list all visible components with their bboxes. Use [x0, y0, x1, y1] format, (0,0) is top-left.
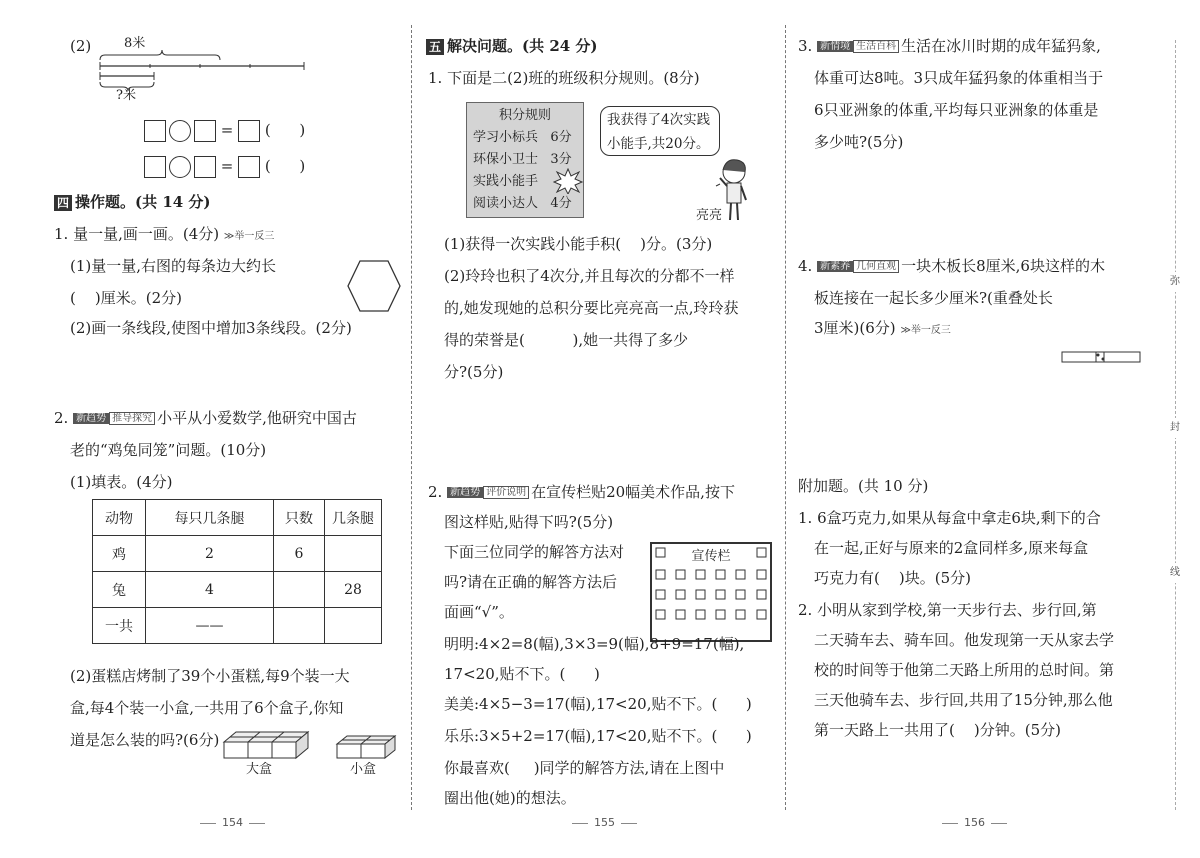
table-cell: 兔	[93, 572, 146, 608]
section-number: 四	[54, 195, 72, 211]
page-number	[936, 816, 1013, 829]
table-cell: 2	[146, 536, 274, 572]
q2-text-4: 吗?请在正确的解答方法后	[444, 573, 618, 591]
section-number: 五	[426, 39, 444, 55]
extra-section-title: 附加题。(共 10 分)	[798, 477, 929, 495]
plank-diagram	[1060, 348, 1142, 366]
q2-part2-line1: (2)蛋糕店烤制了39个小蛋糕,每9个装一大	[70, 667, 350, 685]
speech-bubble	[600, 106, 720, 156]
q2-text-5: 面画“√”。	[444, 603, 514, 621]
table-header: 每只几条腿	[146, 500, 274, 536]
table-cell: 6	[274, 536, 325, 572]
section-title: 解决问题。(共 24 分)	[447, 37, 598, 55]
extra-q2-line-4: 三天他骑车去、步行回,共用了15分钟,那么他	[814, 691, 1113, 709]
q1-part1: (1)获得一次实践小能手积( )分。(3分)	[444, 235, 713, 253]
q1-part1-line2: ( )厘米。(2分)	[70, 289, 183, 307]
table-row	[93, 572, 382, 608]
extra-q2-line-1: 2. 小明从家到学校,第一天步行去、步行回,第	[798, 601, 1097, 619]
operator-circle[interactable]	[169, 120, 191, 142]
page-number-text: 154	[222, 816, 243, 829]
seal-char: 线	[1170, 563, 1180, 583]
table-cell: 4	[146, 572, 274, 608]
table-cell-blank[interactable]	[325, 608, 382, 644]
seal-char: 弥	[1170, 272, 1180, 292]
q4-heading	[798, 256, 1105, 276]
q1-part1-line1: (1)量一量,右图的每条边大约长	[70, 257, 277, 275]
page-156	[796, 30, 1151, 810]
section-5-heading	[426, 36, 598, 56]
q3-tag	[817, 40, 899, 54]
tag-label: 新情境	[817, 41, 853, 52]
favorite-line-1: 你最喜欢( )同学的解答方法,请在上图中	[444, 759, 725, 777]
q4-text-3-label: 3厘米)(6分)	[814, 319, 896, 337]
q3-heading	[798, 36, 1101, 56]
table-cell-blank[interactable]	[274, 608, 325, 644]
segment-bottom-label: ?米	[116, 88, 136, 103]
q2-part1: (1)填表。(4分)	[70, 473, 173, 491]
segment-top-label: 8米	[124, 36, 146, 51]
table-cell: 一共	[93, 608, 146, 644]
tag-type: 推导探究	[109, 412, 155, 425]
favorite-line-2: 圈出他(她)的想法。	[444, 789, 576, 807]
page-number	[194, 816, 271, 829]
q3-text-3: 6只亚洲象的体重,平均每只亚洲象的体重是	[814, 101, 1099, 119]
q4-number: 4.	[798, 257, 813, 275]
chicken-rabbit-table	[92, 499, 382, 644]
q2-number: 2.	[54, 409, 69, 427]
rule-item: 学习小标兵 6分	[473, 130, 572, 145]
rule-item: 环保小卫士 3分	[473, 152, 572, 167]
q1-part2-line4: 分?(5分)	[444, 363, 504, 381]
page-number-text: 156	[964, 816, 985, 829]
q1-text: 1. 量一量,画一画。(4分)	[54, 225, 220, 243]
q1-part2: (2)画一条线段,使图中增加3条线段。(2分)	[70, 319, 352, 337]
answer-box[interactable]	[194, 120, 216, 142]
q2-text-2: 老的“鸡兔同笼”问题。(10分)	[70, 441, 267, 459]
table-cell: ——	[146, 608, 274, 644]
q4-text-2: 板连接在一起长多少厘米?(重叠处长	[814, 289, 1053, 307]
lele-answer: 乐乐:3×5+2=17(幅),17<20,贴不下。( )	[444, 727, 752, 745]
unit-blank[interactable]: ( )	[264, 121, 306, 139]
column-divider	[785, 25, 786, 810]
operator-circle[interactable]	[169, 156, 191, 178]
page-number	[566, 816, 643, 829]
burst-icon	[553, 168, 583, 194]
q4-tag	[817, 260, 899, 274]
segment-diagram	[96, 46, 311, 92]
table-header: 只数	[274, 500, 325, 536]
q1-heading: 1. 下面是二(2)班的班级积分规则。(8分)	[428, 69, 700, 87]
big-box-label: 大盒	[246, 762, 273, 777]
q2-tag	[447, 486, 529, 500]
page-154	[52, 30, 402, 810]
page-number-text: 155	[594, 816, 615, 829]
extra-q1-line-1: 1. 6盒巧克力,如果从每盒中拿走6块,剩下的合	[798, 509, 1101, 527]
q1-part2-line2: 的,她发现她的总积分要比亮亮高一点,玲玲获	[444, 299, 739, 317]
section-title: 操作题。(共 14 分)	[75, 193, 211, 211]
q2-heading	[54, 408, 357, 428]
q1-part2-line1: (2)玲玲也积了4次分,并且每次的分都不一样	[444, 267, 735, 285]
q2-label: (2)	[70, 37, 92, 55]
column-divider	[411, 25, 412, 810]
q4-text-1: 一块木板长8厘米,6块这样的木	[901, 257, 1105, 275]
answer-box[interactable]	[194, 156, 216, 178]
q2-text-1: 在宣传栏贴20幅美术作品,按下	[531, 483, 735, 501]
table-cell-blank[interactable]	[325, 536, 382, 572]
extra-q1-line-2: 在一起,正好与原来的2盒同样多,原来每盒	[814, 539, 1089, 557]
small-box-label: 小盒	[350, 762, 377, 777]
points-rules-board	[466, 102, 584, 218]
q2-part2-line3: 道是怎么装的吗?(6分)	[70, 731, 220, 749]
rule-item-label: 实践小能手	[473, 174, 539, 189]
answer-box[interactable]	[144, 120, 166, 142]
tag-type: 生活百科	[853, 40, 899, 53]
related-practice-tag: ≫举一反三	[900, 325, 951, 336]
table-row	[93, 608, 382, 644]
extra-q2-line-3: 校的时间等于他第二天路上所用的总时间。第	[814, 661, 1115, 679]
q3-number: 3.	[798, 37, 813, 55]
meimei-answer: 美美:4×5−3=17(幅),17<20,贴不下。( )	[444, 695, 752, 713]
q2-part2-line2: 盒,每4个装一小盒,一共用了6个盒子,你知	[70, 699, 344, 717]
seal-char: 封	[1170, 418, 1180, 438]
section-4-heading	[54, 192, 211, 212]
boy-name: 亮亮	[696, 208, 723, 223]
bulletin-title: 宣传栏	[691, 549, 731, 564]
tag-label: 新素养	[817, 261, 853, 272]
q2-heading	[428, 482, 735, 502]
q2-tag	[73, 412, 155, 426]
table-cell: 鸡	[93, 536, 146, 572]
tag-label: 新趋势	[447, 487, 483, 498]
bulletin-board	[650, 542, 772, 642]
table-cell-blank[interactable]	[274, 572, 325, 608]
answer-box[interactable]	[144, 156, 166, 178]
answer-box[interactable]	[238, 120, 260, 142]
bubble-line-2: 小能手,共20分。	[607, 136, 710, 152]
tag-label: 新趋势	[73, 413, 109, 424]
q2-number: 2.	[428, 483, 443, 501]
q2-text-2: 图这样贴,贴得下吗?(5分)	[444, 513, 614, 531]
extra-q2-line-5: 第一天路上一共用了( )分钟。(5分)	[814, 721, 1062, 739]
table-header: 几条腿	[325, 500, 382, 536]
unit-blank[interactable]: ( )	[264, 157, 306, 175]
q4-text-3	[814, 318, 951, 341]
q3-text-1: 生活在冰川时期的成年猛犸象,	[901, 37, 1101, 55]
q1-part2-line3: 得的荣誉是( ),她一共得了多少	[444, 331, 689, 349]
rules-title: 积分规则	[498, 108, 551, 123]
rule-item	[473, 171, 577, 193]
q1-heading	[54, 224, 274, 247]
table-row	[93, 536, 382, 572]
table-header-row	[93, 500, 382, 536]
big-box-icon	[222, 730, 312, 760]
equation-row-1	[144, 120, 305, 142]
related-practice-tag: ≫举一反三	[223, 231, 275, 242]
q3-text-4: 多少吨?(5分)	[814, 133, 904, 151]
equals-sign: =	[220, 121, 234, 139]
q3-text-2: 体重可达8吨。3只成年猛犸象的体重相当于	[814, 69, 1104, 87]
small-box-icon	[335, 734, 397, 760]
page-155	[422, 30, 777, 810]
answer-box[interactable]	[238, 156, 260, 178]
equation-row-2	[144, 156, 305, 178]
equals-sign: =	[220, 157, 234, 175]
mingming-line-2: 17<20,贴不下。( )	[444, 665, 600, 683]
table-cell: 28	[325, 572, 382, 608]
tag-type: 几何直观	[853, 260, 899, 273]
mingming-line-1: 明明:4×2=8(幅),3×3=9(幅),8+9=17(幅),	[444, 635, 745, 653]
q2-text-1: 小平从小爱数学,他研究中国古	[157, 409, 357, 427]
bubble-line-1: 我获得了4次实践	[607, 112, 711, 128]
extra-q2-line-2: 二天骑车去、骑车回。他发现第一天从家去学	[814, 631, 1115, 649]
rule-item: 阅读小达人 4分	[473, 196, 572, 211]
q2-text-3: 下面三位同学的解答方法对	[444, 543, 625, 561]
extra-q1-line-3: 巧克力有( )块。(5分)	[814, 569, 972, 587]
table-header: 动物	[93, 500, 146, 536]
hexagon-figure	[346, 258, 402, 314]
tag-type: 评价说明	[483, 486, 529, 499]
